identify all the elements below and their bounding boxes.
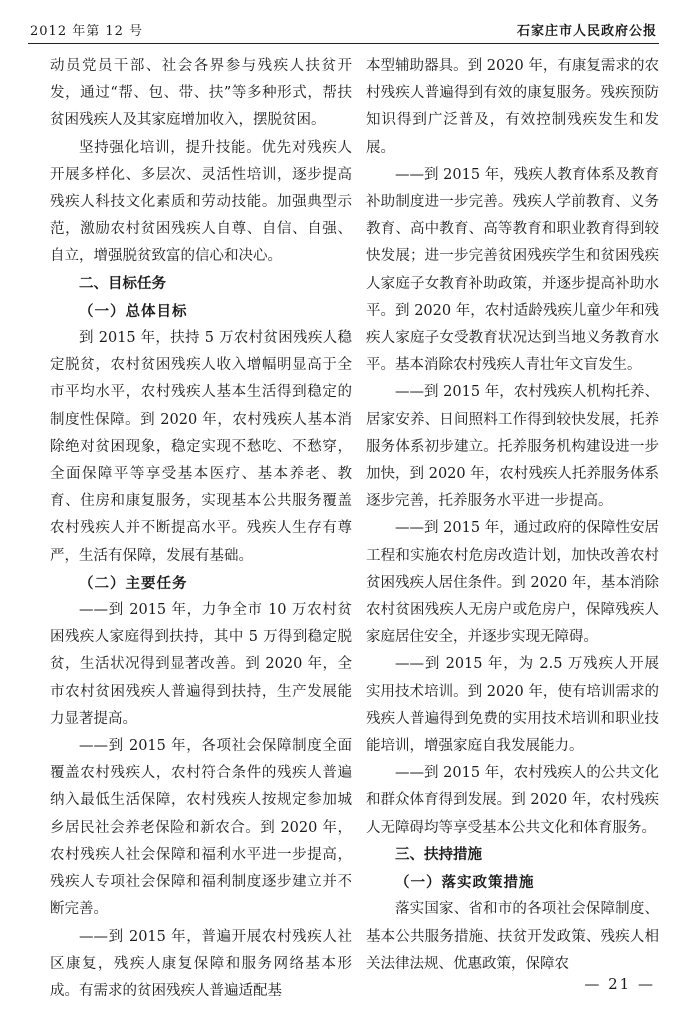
paragraph: ——到 2015 年，农村残疾人的公共文化和群众体育得到发展。到 2020 年，农村残疾人无障碍均等享受基本公共文化和体育服务。 xyxy=(366,765,659,836)
page-number: — 21 — xyxy=(584,975,655,993)
subsection-heading: （二）主要任务 xyxy=(79,574,188,592)
paragraph: ——到 2015 年，普遍开展农村残疾人社区康复，残疾人康复保障和服务网络基本形成。有需求的贫困残疾人普遍适配基 xyxy=(50,928,352,999)
running-header xyxy=(30,20,657,40)
right-column xyxy=(366,53,659,978)
paragraph: ——到 2015 年，农村残疾人机构托养、居家安养、日间照料工作得到较快发展，托养服务体系初步建立。托养服务机构建设进一步加快，到 2020 年，农村残疾人托养服务体系逐步完善，托养服务水平进一步提高。 xyxy=(366,384,659,510)
section-heading: 二、目标任务 xyxy=(79,275,166,292)
paragraph: 本型辅助器具。到 2020 年，有康复需求的农村残疾人普遍得到有效的康复服务。残疾预防知识得到广泛普及，有效控制残疾发生和发展。 xyxy=(366,58,659,156)
subsection-heading: （一）总体目标 xyxy=(79,302,188,320)
paragraph: ——到 2015 年，为 2.5 万残疾人开展实用技术培训。到 2020 年，使有培训需求的残疾人普遍得到免费的实用技术培训和职业技能培训，增强家庭自我发展能力。 xyxy=(366,656,659,755)
header-rule xyxy=(28,43,659,44)
paragraph: ——到 2015 年，通过政府的保障性安居工程和实施农村危房改造计划，加快改善农村贫困残疾人居住条件。到 2020 年，基本消除农村贫困残疾人无房户或危房户，保障残疾人家庭居住安全，并逐步实现无障碍。 xyxy=(366,520,659,646)
left-column xyxy=(50,53,352,1005)
subsection-heading: （一）落实政策措施 xyxy=(395,874,535,892)
paragraph: 动员党员干部、社会各界参与残疾人扶贫开发，通过“帮、包、带、扶”等多种形式，帮扶贫困残疾人及其家庭增加收入，摆脱贫困。 xyxy=(50,58,352,129)
paragraph: ——到 2015 年，各项社会保障制度全面覆盖农村残疾人，农村符合条件的残疾人普遍纳入最低生活保障，农村残疾人按规定参加城乡居民社会养老保险和新农合。到 2020 年，农村残疾人社会保障和福利水平进一步提高，残疾人专项社会保障和福利制度逐步建立并不断完善。 xyxy=(50,738,352,918)
paragraph: ——到 2015 年，残疾人教育体系及教育补助制度进一步完善。残疾人学前教育、义务教育、高中教育、高等教育和职业教育得到较快发展；进一步完善贫困残疾学生和贫困残疾人家庭子女教育补助政策，并逐步提高补助水平。到 2020 年，农村适龄残疾儿童少年和残疾人家庭子女受教育状况达到当地义务教育水平。基本消除农村残疾人青壮年文盲发生。 xyxy=(366,166,659,374)
publication-title: 石家庄市人民政府公报 xyxy=(516,24,657,39)
paragraph: 到 2015 年，扶持 5 万农村贫困残疾人稳定脱贫，农村贫困残疾人收入增幅明显高于全市平均水平，农村残疾人基本生活得到稳定的制度性保障。到 2020 年，农村残疾人基本消除绝对贫困现象，稳定实现不愁吃、不愁穿，全面保障平等享受基本医疗、基本养老、教育、住房和康复服务，实现基本公共服务覆盖农村残疾人并不断提高水平。残疾人生存有尊严，生活有保障，发展有基础。 xyxy=(50,330,352,564)
paragraph: 落实国家、省和市的各项社会保障制度、基本公共服务措施、扶贫开发政策、残疾人相关法律法规、优惠政策，保障农 xyxy=(366,901,659,972)
issue-label: 2012 年第 12 号 xyxy=(30,24,144,39)
paragraph: 坚持强化培训，提升技能。优先对残疾人开展多样化、多层次、灵活性培训，逐步提高残疾人科技文化素质和劳动技能。加强典型示范，激励农村贫困残疾人自尊、自信、自强、自立，增强脱贫致富的信心和决心。 xyxy=(50,139,352,265)
paragraph: ——到 2015 年，力争全市 10 万农村贫困残疾人家庭得到扶持，其中 5 万得到稳定脱贫，生活状况得到显著改善。到 2020 年，全市农村贫困残疾人普遍得到扶持，生产发展能力显著提高。 xyxy=(50,602,352,727)
section-heading: 三、扶持措施 xyxy=(395,846,482,863)
